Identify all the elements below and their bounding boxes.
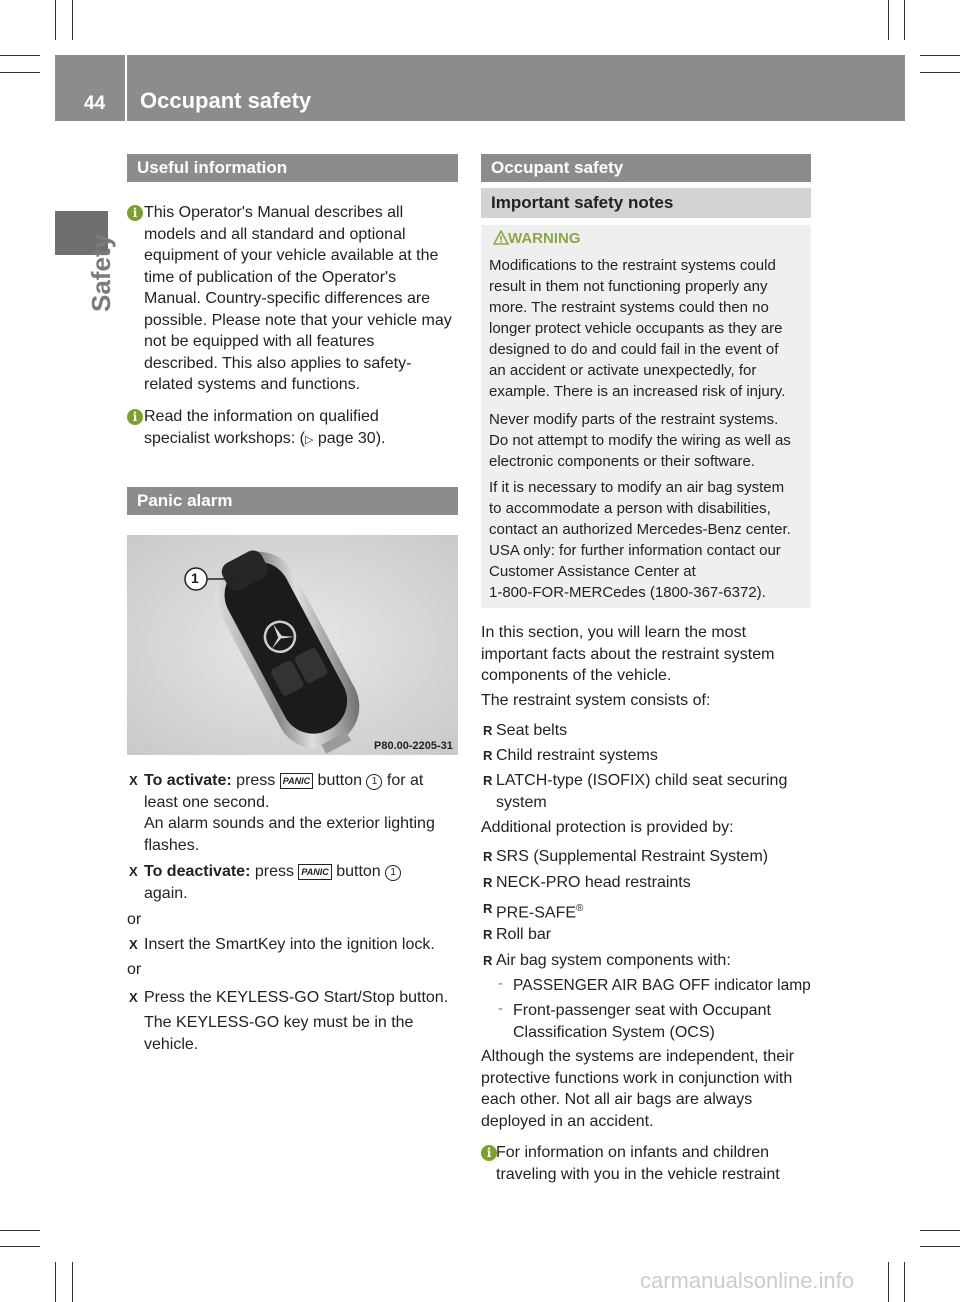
crop-mark	[72, 0, 73, 40]
bullet-icon: R	[483, 927, 493, 942]
text-line	[144, 861, 464, 883]
header-divider	[125, 55, 127, 121]
step-arrow-icon: X	[129, 990, 138, 1005]
text-line: vehicle.	[144, 1035, 199, 1053]
crop-mark	[0, 1230, 40, 1231]
crop-mark	[55, 1262, 56, 1302]
crop-mark	[0, 1246, 40, 1247]
warning-triangle-icon	[493, 230, 509, 245]
text-line: electronic components or their software.	[489, 453, 755, 470]
text-line: An alarm sounds and the exterior lighting	[144, 815, 435, 832]
text-line: components of the vehicle.	[481, 667, 672, 684]
info-note	[496, 1142, 816, 1185]
text-line: possible. Please note that your vehicle may	[144, 311, 452, 329]
text-line: USA only: for further information contact our	[489, 542, 781, 559]
text-line: Classification System (OCS)	[513, 1023, 715, 1041]
text-line: deployed in an accident.	[481, 1112, 654, 1130]
text-line: traveling with you in the vehicle restraint	[496, 1165, 780, 1183]
crop-mark	[920, 55, 960, 56]
text-line: Modifications to the restraint systems could	[489, 257, 776, 274]
step-deactivate	[144, 861, 464, 904]
smartkey-photo	[127, 535, 458, 755]
warning-paragraph-1	[489, 255, 809, 402]
intro-paragraph	[481, 622, 816, 687]
crop-mark	[920, 1246, 960, 1247]
text-span: for at	[382, 772, 424, 789]
warning-paragraph-2	[489, 409, 809, 472]
step-arrow-icon: X	[129, 864, 138, 879]
list-item: Roll bar	[496, 926, 552, 943]
crop-mark	[0, 55, 40, 56]
list-item: Seat belts	[496, 722, 568, 739]
page-title: Occupant safety	[140, 88, 312, 113]
consists-text: The restraint system consists of:	[481, 692, 711, 709]
text-line: If it is necessary to modify an air bag system	[489, 479, 785, 496]
callout-number: 1	[191, 570, 199, 586]
info-icon: i	[127, 205, 143, 221]
bullet-icon: R	[483, 748, 493, 763]
list-item	[496, 770, 787, 813]
text-line: described. This also applies to safety-	[144, 354, 412, 372]
crop-mark	[904, 1262, 905, 1302]
warning-paragraph-3	[489, 477, 809, 603]
crop-mark	[55, 0, 56, 40]
text-line: designed to do and could fail in the event of	[489, 341, 779, 358]
step-label: To activate:	[144, 772, 232, 789]
text-line: more. The restraint systems could then no	[489, 299, 769, 316]
section-heading-useful-information: Useful information	[127, 154, 458, 182]
section-heading-occupant-safety: Occupant safety	[481, 154, 811, 182]
dash-icon: -	[498, 1000, 503, 1017]
text-line	[144, 770, 464, 792]
text-line: least one second.	[144, 793, 270, 811]
text-line: The KEYLESS-GO key must be in the	[144, 1014, 414, 1031]
text-line: LATCH-type (ISOFIX) child seat securing	[496, 772, 788, 789]
text-line: For information on infants and children	[496, 1144, 770, 1161]
step-activate	[144, 770, 464, 856]
text-line: equipment of your vehicle available at the	[144, 247, 439, 264]
bullet-icon: R	[483, 849, 493, 864]
text-line: time of publication of the Operator's	[144, 268, 397, 286]
text-span: press	[231, 772, 280, 789]
keyless-note	[144, 1012, 464, 1055]
list-item	[496, 898, 583, 924]
text-span: PRE-SAFE	[496, 904, 577, 922]
text-line: related systems and functions.	[144, 376, 361, 393]
text-line	[144, 428, 464, 452]
step-label: To deactivate:	[144, 863, 251, 880]
useful-note-2	[144, 406, 464, 451]
section-heading-panic-alarm: Panic alarm	[127, 487, 458, 515]
warning-mark: !	[498, 235, 504, 245]
callout-1-icon: 1	[366, 774, 382, 790]
text-line: each other. Not all air bags are always	[481, 1091, 753, 1108]
list-item: Child restraint systems	[496, 747, 658, 764]
sub-list-item	[513, 1000, 771, 1043]
text-line: flashes.	[144, 836, 200, 854]
text-line: an accident or activate unexpectedly, for	[489, 362, 757, 379]
crop-mark	[888, 0, 889, 40]
callout-1-icon: 1	[385, 865, 401, 881]
text-line: longer protect vehicle occupants as they are	[489, 320, 783, 337]
info-icon: i	[127, 409, 143, 425]
text-line: 1-800-FOR-MERCedes (1800-367-6372).	[489, 584, 766, 601]
crop-mark	[0, 72, 40, 73]
sub-list-item: PASSENGER AIR BAG OFF indicator lamp	[513, 977, 811, 994]
crop-mark	[888, 1262, 889, 1302]
step-press: Press the KEYLESS-GO Start/Stop button.	[144, 989, 449, 1006]
crop-mark	[904, 0, 905, 40]
step-arrow-icon: X	[129, 773, 138, 788]
smartkey-illustration	[127, 535, 458, 755]
text-line: protective functions work in conjunction with	[481, 1069, 793, 1087]
although-paragraph	[481, 1046, 821, 1132]
or-text: or	[127, 961, 142, 978]
watermark: carmanualsonline.info	[640, 1268, 855, 1293]
warning-label: WARNING	[508, 230, 581, 247]
step-insert: Insert the SmartKey into the ignition lock.	[144, 936, 435, 953]
bullet-icon: R	[483, 953, 493, 968]
panic-key-icon: PANIC	[298, 864, 331, 880]
photo-code: P80.00-2205-31	[374, 740, 453, 752]
text-line: Manual. Country-specific differences are	[144, 290, 431, 307]
list-item: SRS (Supplemental Restraint System)	[496, 848, 769, 865]
text-span: specialist workshops: (	[144, 429, 305, 447]
crop-mark	[920, 1230, 960, 1231]
bullet-icon: R	[483, 901, 493, 916]
text-line: again.	[144, 884, 188, 902]
text-line: Front-passenger seat with Occupant	[513, 1002, 771, 1019]
text-line: Do not attempt to modify the wiring as well as	[489, 432, 791, 449]
crop-mark	[72, 1262, 73, 1302]
subheading-important-safety-notes: Important safety notes	[481, 188, 811, 218]
info-icon: i	[481, 1145, 497, 1161]
page-ref-arrow-icon: ▷	[304, 433, 314, 446]
bullet-icon: R	[483, 875, 493, 890]
text-line: Never modify parts of the restraint systems.	[489, 411, 779, 428]
text-line: contact an authorized Mercedes-Benz center.	[489, 521, 791, 538]
text-span: press	[250, 863, 299, 880]
text-line: models and all standard and optional	[144, 225, 406, 243]
list-item: NECK-PRO head restraints	[496, 874, 691, 891]
text-line: result in them not functioning properly any	[489, 278, 768, 295]
text-span: button	[313, 772, 367, 789]
panic-key-icon: PANIC	[280, 773, 313, 789]
crop-mark	[920, 72, 960, 73]
page-number: 44	[84, 93, 106, 114]
registered-mark: ®	[576, 903, 584, 914]
useful-note-1	[144, 202, 464, 396]
text-line: Read the information on qualified	[144, 408, 379, 425]
text-line: important facts about the restraint system	[481, 645, 775, 663]
step-arrow-icon: X	[129, 937, 138, 952]
text-line: to accommodate a person with disabilities,	[489, 500, 771, 517]
page-ref-link[interactable]: page 30).	[313, 429, 386, 447]
text-line: system	[496, 793, 547, 811]
text-line: example. There is an increased risk of injury.	[489, 383, 786, 400]
text-line: not be equipped with all features	[144, 333, 375, 350]
text-line: Although the systems are independent, their	[481, 1048, 795, 1065]
text-line: Customer Assistance Center at	[489, 563, 696, 580]
text-line: This Operator's Manual describes all	[144, 204, 404, 221]
text-span: button	[331, 863, 386, 880]
side-tab-label: Safety	[86, 233, 116, 312]
additional-text: Additional protection is provided by:	[481, 819, 734, 836]
text-line: In this section, you will learn the most	[481, 624, 747, 641]
bullet-icon: R	[483, 723, 493, 738]
or-text: or	[127, 911, 142, 928]
bullet-icon: R	[483, 773, 493, 788]
list-item: Air bag system components with:	[496, 952, 731, 969]
dash-icon: -	[498, 975, 503, 992]
